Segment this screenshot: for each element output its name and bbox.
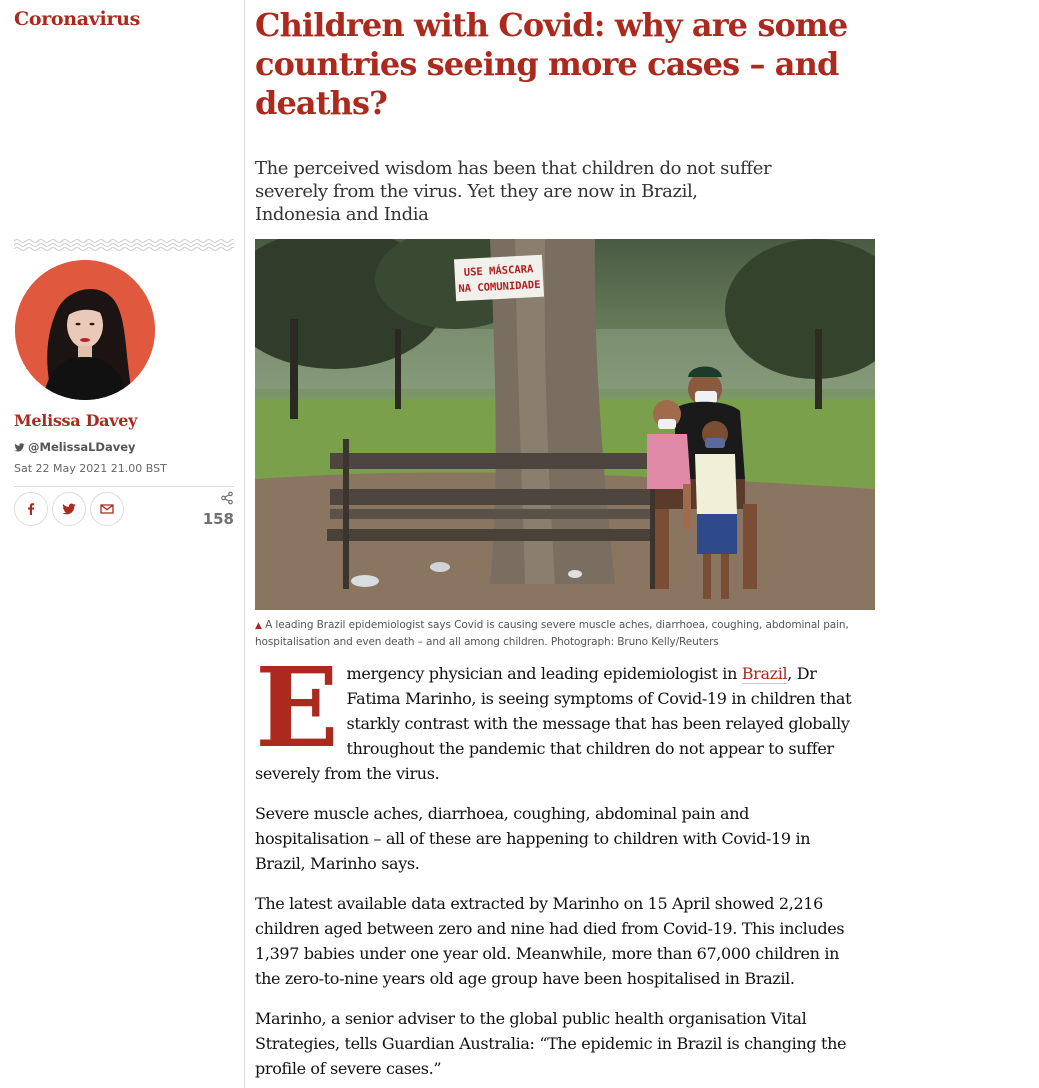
share-icon bbox=[220, 491, 234, 505]
twitter-handle: @MelissaLDavey bbox=[28, 440, 136, 454]
facebook-icon bbox=[23, 501, 39, 517]
paragraph-3: The latest available data extracted by Marinho on 15 April showed 2,216 children aged between zero and nine had died from Covid-19. This includes 1,397 babies under one year old. Meanwhile, more than 67,000 children in the zero-to-nine years old age group have been hospitalised in Brazil. bbox=[255, 894, 845, 988]
author-avatar[interactable] bbox=[15, 260, 155, 400]
meta-column bbox=[0, 0, 245, 1088]
share-count bbox=[190, 490, 234, 528]
p1-text-after-link: , Dr Fatima Marinho, is seeing symptoms of Covid-19 in children that starkly contrast with the message that has been relayed globally throughout the pandemic that children do not appear to suffer severely from the virus. bbox=[255, 664, 852, 783]
meta-divider bbox=[14, 486, 234, 487]
twitter-icon bbox=[61, 501, 77, 517]
sign-text-line1: USE MÁSCARA bbox=[463, 263, 534, 279]
share-facebook-button[interactable] bbox=[14, 492, 48, 526]
article-standfirst: The perceived wisdom has been that children do not suffer severely from the virus. Yet they are now in Brazil, Indonesia and India bbox=[255, 158, 772, 225]
author-name[interactable]: Melissa Davey bbox=[14, 411, 138, 430]
paragraph-4: Marinho, a senior adviser to the global public health organisation Vital Strategies, tells Guardian Australia: “The epidemic in Brazil is changing the profile of severe cases.” bbox=[255, 1009, 847, 1078]
p1-text-before-link: mergency physician and leading epidemiologist in bbox=[346, 664, 742, 683]
email-icon bbox=[99, 501, 115, 517]
share-count-number: 158 bbox=[202, 510, 234, 528]
park-bench-photo bbox=[255, 239, 875, 610]
photo-caption bbox=[255, 617, 875, 650]
paragraph-2: Severe muscle aches, diarrhoea, coughing, abdominal pain and hospitalisation – all of these are happening to children with Covid-19 in Brazil, Marinho says. bbox=[255, 804, 811, 873]
squiggle-divider bbox=[14, 238, 234, 252]
paragraph-1 bbox=[255, 643, 865, 786]
author-portrait bbox=[15, 260, 155, 400]
caption-triangle-icon: ▲ bbox=[255, 621, 262, 631]
section-link[interactable]: Coronavirus bbox=[14, 8, 141, 30]
caption-text: A leading Brazil epidemiologist says Covid is causing severe muscle aches, diarrhoea, coughing, abdominal pain, hospitalisation and even death – and all among children. Photograph: Bruno Kelly/Reuters bbox=[255, 619, 849, 648]
publish-date: Sat 22 May 2021 21.00 BST bbox=[14, 462, 167, 475]
author-twitter-link[interactable] bbox=[14, 440, 136, 454]
sign-text-line2: NA COMUNIDADE bbox=[458, 278, 541, 296]
share-email-button[interactable] bbox=[90, 492, 124, 526]
share-buttons bbox=[14, 492, 124, 526]
twitter-bird-icon bbox=[14, 442, 25, 453]
article-body bbox=[255, 643, 865, 1088]
article-headline: Children with Covid: why are some countries seeing more cases – and deaths? bbox=[255, 6, 848, 122]
article-main-photo[interactable] bbox=[255, 239, 875, 610]
link-brazil[interactable]: Brazil bbox=[741, 664, 788, 683]
drop-cap: E bbox=[255, 643, 339, 772]
share-twitter-button[interactable] bbox=[52, 492, 86, 526]
